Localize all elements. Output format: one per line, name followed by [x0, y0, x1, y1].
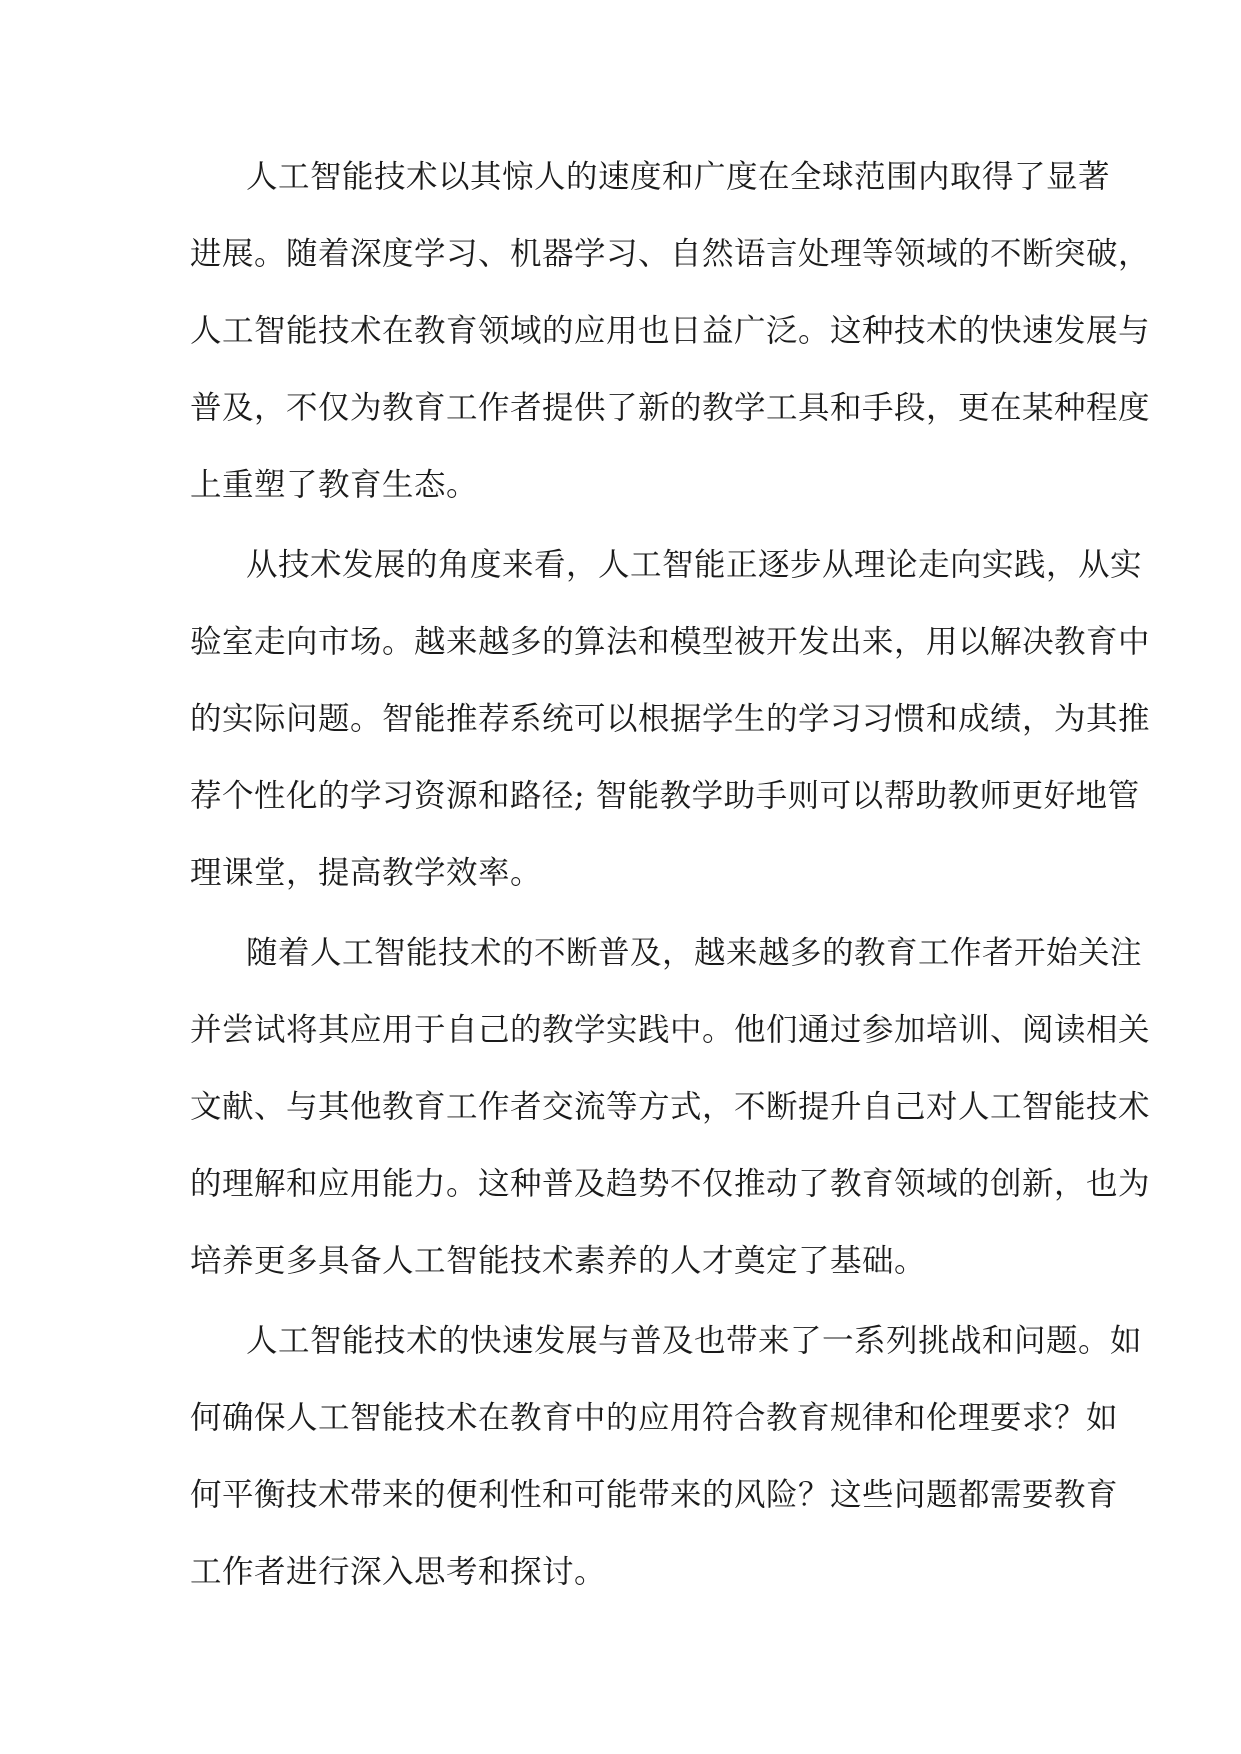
paragraph-line: 人工智能技术在教育领域的应用也日益广泛。这种技术的快速发展与: [190, 313, 1151, 349]
paragraph-line: 何确保人工智能技术在教育中的应用符合教育规律和伦理要求？如: [190, 1400, 1119, 1436]
paragraph-line: 上重塑了教育生态。: [190, 467, 479, 503]
paragraph-line: 从技术发展的角度来看，人工智能正逐步从理论走向实践，从实: [246, 547, 1143, 583]
paragraph-line: 的实际问题。智能推荐系统可以根据学生的学习习惯和成绩，为其推: [190, 701, 1151, 737]
paragraph-1: [190, 139, 1151, 524]
paragraph-line: 并尝试将其应用于自己的教学实践中。他们通过参加培训、阅读相关: [190, 1012, 1151, 1048]
paragraph-line: 荐个性化的学习资源和路径; 智能教学助手则可以帮助教师更好地管: [190, 778, 1140, 814]
document-body: [190, 139, 1151, 1611]
paragraph-line: 理课堂，提高教学效率。: [190, 855, 543, 891]
paragraph-line: 培养更多具备人工智能技术素养的人才奠定了基础。: [190, 1243, 927, 1279]
paragraph-2: [190, 527, 1151, 912]
paragraph-line: 人工智能技术的快速发展与普及也带来了一系列挑战和问题。如: [246, 1323, 1143, 1359]
paragraph-line: 普及，不仅为教育工作者提供了新的教学工具和手段，更在某种程度: [190, 390, 1151, 426]
paragraph-line: 的理解和应用能力。这种普及趋势不仅推动了教育领域的创新，也为: [190, 1166, 1151, 1202]
paragraph-line: 验室走向市场。越来越多的算法和模型被开发出来，用以解决教育中: [190, 624, 1151, 660]
paragraph-line: 何平衡技术带来的便利性和可能带来的风险？这些问题都需要教育: [190, 1477, 1119, 1513]
paragraph-4: [190, 1303, 1143, 1611]
paragraph-line: 工作者进行深入思考和探讨。: [190, 1554, 607, 1590]
paragraph-3: [190, 915, 1151, 1300]
paragraph-line: 进展。随着深度学习、机器学习、自然语言处理等领域的不断突破，: [190, 236, 1151, 272]
paragraph-line: 人工智能技术以其惊人的速度和广度在全球范围内取得了显著: [246, 159, 1111, 195]
paragraph-line: 文献、与其他教育工作者交流等方式，不断提升自己对人工智能技术: [190, 1089, 1151, 1125]
paragraph-line: 随着人工智能技术的不断普及，越来越多的教育工作者开始关注: [246, 935, 1143, 971]
